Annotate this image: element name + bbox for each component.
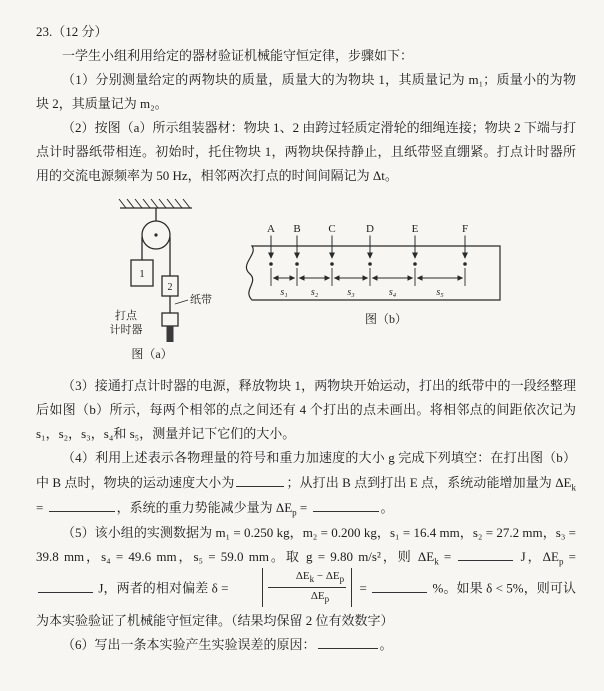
blank-speed-at-b	[236, 474, 284, 487]
timer-label-line2: 计时器	[109, 324, 143, 337]
interval-label-s2: s₂	[310, 287, 319, 299]
subscript-p: p	[292, 507, 297, 518]
step-6-text-1: （6）写出一条本实验产生实验误差的原因：	[62, 637, 316, 653]
block-1-label: 1	[139, 268, 145, 281]
blank-delta-percent	[372, 580, 427, 593]
tape-label: 纸带	[190, 294, 212, 307]
point-label-d: D	[366, 223, 374, 236]
subscript-k: k	[571, 482, 576, 493]
numerator-text-1: ΔE	[295, 570, 310, 583]
relative-deviation-formula	[236, 568, 352, 607]
intro-paragraph: 一学生小组利用给定的器材验证机械能守恒定律，步骤如下：	[62, 48, 414, 64]
step-3-paragraph: （3）接通打点计时器的电源，释放物块 1，两物块开始运动，打出的纸带中的一段经整理后如图（b）所示，每两个相邻的点之间还有 4 个打出的点未画出。将相邻点的间距依次记为 s₁，s₂，s₃，s₄和 s₅，测量并记下它们的大小。	[36, 378, 576, 442]
subscript-p: p	[558, 556, 564, 567]
step-1-paragraph: （1）分别测量给定的两物块的质量，质量大的为物块 1，其质量记为 m₁；质量小的为物块 2，其质量记为 m₂。	[36, 72, 576, 112]
figures-row	[36, 192, 576, 372]
block-2-label: 2	[167, 282, 173, 294]
figure-b-caption: 图（b）	[364, 312, 408, 327]
step-5-text-1: （5）该小组的实测数据为 m₁ = 0.250 kg，m₂ = 0.200 kg，s₁ = 16.4 mm，s₂ = 27.2 mm，s₃ = 39.8 mm，s₄ = 49.6 mm，s₅ = 59.0 mm。取 g = 9.80 m/s²，则 ΔE	[36, 524, 576, 565]
tape-label-leader	[175, 300, 188, 304]
interval-label-s3: s₃	[347, 287, 355, 299]
numerator-text-2: − ΔE	[314, 570, 340, 583]
blank-delta-ep-value	[38, 580, 93, 593]
step-5-text-2: =	[438, 549, 457, 565]
tape-dots	[269, 263, 467, 267]
figure-a-apparatus	[92, 192, 242, 370]
step-4-paragraph	[36, 446, 576, 521]
step-4-text-5: =	[296, 499, 311, 515]
fraction-denominator	[268, 588, 346, 606]
point-label-e: E	[411, 223, 419, 236]
point-label-a: A	[267, 223, 275, 236]
fraction-numerator	[268, 569, 346, 588]
step-4-text-2: ；从打出 B 点到打出 E 点，系统动能增加量为 ΔE	[286, 474, 572, 490]
step-4-text-6: 。	[380, 499, 394, 515]
point-label-f: F	[461, 223, 469, 236]
figure-a-caption: 图（a）	[131, 347, 173, 362]
interval-label-s5: s₅	[436, 287, 444, 299]
point-arrows	[271, 236, 465, 259]
pulley-axle	[154, 234, 157, 237]
subscript-k: k	[434, 556, 439, 567]
question-number: 23.（12 分）	[36, 24, 108, 39]
interval-label-s4: s₄	[388, 287, 397, 299]
subscript-p: p	[324, 594, 330, 605]
step-5-text-5: J，两者的相对偏差 δ =	[95, 580, 232, 596]
step-6-text-2: 。	[379, 637, 393, 653]
step-4-text-4: ，系统的重力势能减少量为 ΔE	[116, 499, 293, 515]
step-2-paragraph: （2）按图（a）所示组装器材：物块 1、2 由跨过轻质定滑轮的细绳连接；物块 2 下端与打点计时器纸带相连。初始时，托住物块 1，两物块保持静止，且纸带竖直绷紧。打点计时器所用的交流电源频率为 50 Hz，相邻两次打点的时间间隔记为 Δt。	[36, 120, 576, 184]
ceiling-hatching-icon	[119, 199, 190, 208]
step-5-text-6: =	[356, 580, 371, 596]
step-4-text-1: （4）利用上述表示各物理量的符号和重力加速度的大小 g 完成下列填空：在打出图（b）中 B 点时，物块的运动速度大小为	[36, 450, 576, 490]
timer-label-line1: 打点	[115, 310, 137, 323]
subscript-p: p	[339, 574, 345, 585]
interval-label-s1: s₁	[280, 287, 288, 299]
subscript-k: k	[309, 574, 315, 585]
denominator-text: ΔE	[310, 590, 325, 603]
step-5-text-4: =	[563, 549, 576, 565]
step-5-text-3: J，ΔE	[515, 549, 559, 565]
timer-base	[167, 326, 174, 342]
absolute-value-bars	[262, 568, 352, 607]
step-5-paragraph	[36, 521, 576, 633]
point-label-c: C	[328, 223, 336, 236]
step-4-text-3: =	[36, 499, 47, 515]
figure-b-tape	[236, 220, 546, 335]
interval-ticks	[271, 268, 465, 286]
blank-delta-ep-symbolic	[313, 499, 379, 512]
point-label-b: B	[293, 223, 301, 236]
blank-error-cause	[318, 636, 378, 649]
blank-delta-ek-value	[458, 548, 513, 561]
timer-body	[162, 313, 178, 326]
step-5-text-7: %。如果 δ < 5%，则可认为本实验验证了机械能守恒定律。（结果均保留 2 位有效数字）	[36, 580, 576, 629]
blank-delta-ek-symbolic	[49, 499, 115, 512]
step-6-paragraph	[36, 633, 576, 657]
